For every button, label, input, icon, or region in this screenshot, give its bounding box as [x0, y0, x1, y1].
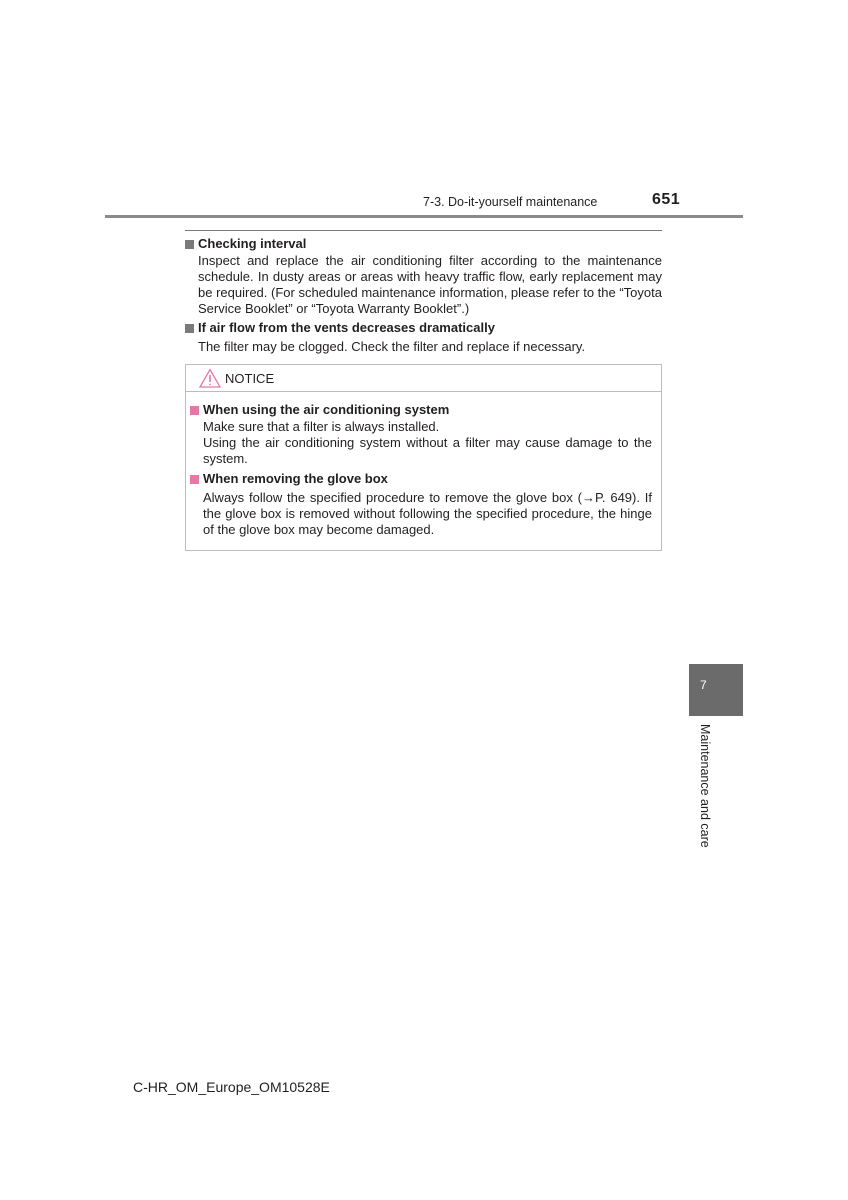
page-number: 651 — [652, 191, 681, 208]
main-content — [185, 236, 662, 355]
square-bullet-icon — [190, 406, 199, 415]
section-body: The filter may be clogged. Check the filter and replace if necessary. — [198, 339, 586, 354]
notice-item-heading-text: When using the air conditioning system — [203, 402, 450, 417]
square-bullet-icon — [185, 324, 194, 333]
chapter-tab — [689, 664, 743, 716]
section-heading-text: If air flow from the vents decreases dramatically — [198, 320, 495, 335]
notice-item-heading-text: When removing the glove box — [203, 471, 388, 486]
content-top-rule — [185, 230, 662, 231]
notice-item-heading — [190, 471, 652, 487]
chapter-label: Maintenance and care — [698, 724, 712, 848]
document-code: C-HR_OM_Europe_OM10528E — [133, 1079, 330, 1095]
header-rule — [105, 215, 743, 218]
section-title: 7-3. Do-it-yourself maintenance — [423, 195, 598, 209]
section-heading — [185, 320, 662, 336]
notice-item-heading — [190, 402, 652, 418]
notice-item-line: Using the air conditioning system without a filter may cause damage to the system. — [203, 435, 652, 466]
notice-item-line: Always follow the specified procedure to remove the glove box (→P. 649). If the glove box is removed without following the specified procedure, the hinge of the glove box may become damaged. — [203, 490, 652, 537]
warning-triangle-icon — [199, 368, 221, 388]
section-heading — [185, 236, 662, 252]
notice-header — [186, 365, 661, 392]
notice-body — [186, 392, 661, 538]
square-bullet-icon — [190, 475, 199, 484]
notice-box — [185, 364, 662, 551]
notice-item-line: Make sure that a filter is always installed. — [203, 419, 440, 434]
chapter-number: 7 — [700, 678, 707, 692]
notice-title: NOTICE — [225, 370, 275, 386]
square-bullet-icon — [185, 240, 194, 249]
section-body: Inspect and replace the air conditioning filter according to the maintenance schedule. In dusty areas or areas with heavy traffic flow, early replacement may be required. (For scheduled maintenance information, please refer to the “Toyota Service Booklet” or “Toyota Warranty Booklet”.) — [198, 253, 662, 316]
section-heading-text: Checking interval — [198, 236, 307, 251]
